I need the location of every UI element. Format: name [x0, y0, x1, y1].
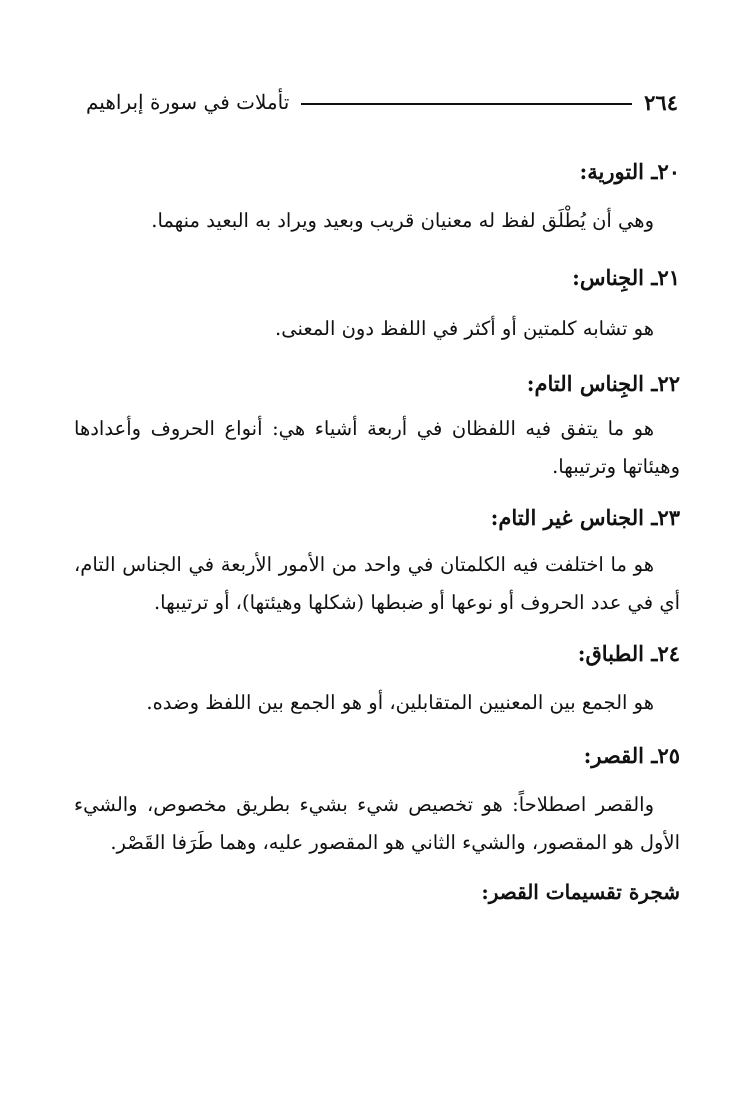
section-heading: ٢٥ـ القصر:: [583, 743, 680, 768]
section-heading: ٢٤ـ الطباق:: [577, 641, 680, 666]
section-heading: ٢٠ـ التورية:: [579, 159, 680, 184]
section-body: والقصر اصطلاحاً: هو تخصيص شيء بشيء بطريق مخصوص، والشيء الأول هو المقصور، والشيء الثاني هو المقصور عليه، وهما طَرَفا القَصْر.: [74, 793, 680, 854]
section-body: هو الجمع بين المعنيين المتقابلين، أو هو الجمع بين اللفظ وضده.: [146, 691, 654, 714]
running-title: تأملات في سورة إبراهيم: [86, 90, 290, 114]
section-body: هو تشابه كلمتين أو أكثر في اللفظ دون المعنى.: [275, 317, 654, 340]
page-header: [86, 86, 678, 118]
section-jinas-tam: [74, 362, 680, 486]
page-number: ٢٦٤: [644, 89, 678, 115]
section-tibaq: [74, 632, 680, 722]
section-body: هو ما اختلفت فيه الكلمتان في واحد من الأمور الأربعة في الجناس التام، أي في عدد الحروف أو نوعها أو ضبطها (شكلها وهيئتها)، أو ترتيبها.: [74, 553, 680, 614]
section-jinas: [74, 256, 680, 348]
section-qasr: [74, 734, 680, 862]
section-tawriya: [74, 150, 680, 240]
tree-heading: شجرة تقسيمات القصر:: [481, 880, 680, 904]
header-rule: [301, 103, 632, 105]
section-heading: ٢٢ـ الجِناس التام:: [526, 371, 680, 396]
section-body: هو ما يتفق فيه اللفظان في أربعة أشياء هي: أنواع الحروف وأعدادها وهيئاتها وترتيبها.: [74, 417, 680, 478]
section-body: وهي أن يُطْلَق لفظ له معنيان قريب وبعيد ويراد به البعيد منهما.: [151, 209, 654, 232]
section-jinas-ghayr-tam: [74, 496, 680, 622]
section-heading: ٢٣ـ الجناس غير التام:: [490, 505, 680, 530]
page-content: [74, 150, 680, 914]
section-heading: ٢١ـ الجِناس:: [572, 265, 680, 290]
